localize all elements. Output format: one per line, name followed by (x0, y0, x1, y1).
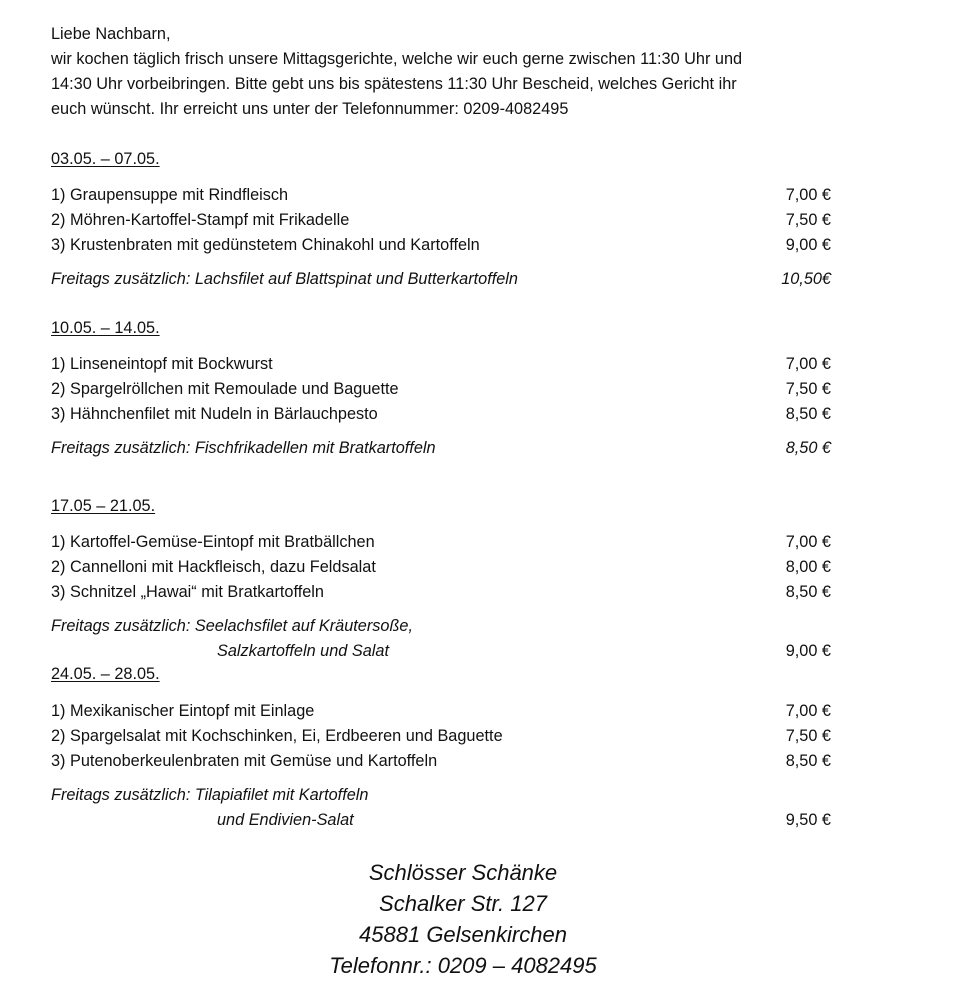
intro-text (51, 22, 881, 122)
dish-name: 2) Spargelröllchen mit Remoulade und Baguette (51, 380, 399, 398)
dish-row (51, 749, 831, 773)
dish-price: 7,00 € (785, 533, 831, 551)
restaurant-street: Schalker Str. 127 (379, 891, 547, 916)
friday-price: 9,50 € (785, 811, 831, 829)
intro-line: euch wünscht. Ihr erreicht uns unter der Telefonnummer: 0209-4082495 (51, 100, 569, 118)
dish-name: 2) Möhren-Kartoffel-Stampf mit Frikadelle (51, 211, 350, 229)
restaurant-phone: Telefonnr.: 0209 – 4082495 (329, 953, 597, 978)
friday-special (51, 436, 831, 460)
dish-row (51, 377, 831, 401)
intro-line: 14:30 Uhr vorbeibringen. Bitte gebt uns bis spätestens 11:30 Uhr Bescheid, welches Gericht ihr (51, 75, 737, 93)
week-title: 24.05. – 28.05. (51, 665, 160, 683)
dish-name: 3) Schnitzel „Hawai“ mit Bratkartoffeln (51, 583, 324, 601)
week-title: 17.05 – 21.05. (51, 497, 156, 515)
dish-row (51, 233, 831, 257)
friday-price: 9,00 € (785, 642, 831, 660)
dish-row (51, 580, 831, 604)
dish-row (51, 724, 831, 748)
dish-row (51, 208, 831, 232)
friday-dish-cont: Salzkartoffeln und Salat (217, 642, 389, 660)
dish-name: 1) Graupensuppe mit Rindfleisch (51, 186, 289, 204)
restaurant-city: 45881 Gelsenkirchen (359, 922, 567, 947)
dish-row (51, 352, 831, 376)
dish-price: 9,00 € (785, 236, 831, 254)
friday-dish: Freitags zusätzlich: Lachsfilet auf Blattspinat und Butterkartoffeln (51, 270, 518, 288)
dish-row (51, 402, 831, 426)
friday-dish-cont: und Endivien-Salat (217, 811, 354, 829)
friday-price: 8,50 € (785, 439, 831, 457)
dish-name: 2) Spargelsalat mit Kochschinken, Ei, Erdbeeren und Baguette (51, 727, 503, 745)
dish-name: 1) Linseneintopf mit Bockwurst (51, 355, 273, 373)
friday-price: 10,50€ (781, 270, 831, 288)
restaurant-address (0, 857, 926, 981)
friday-dish: Freitags zusätzlich: Seelachsfilet auf Kräutersoße, (51, 617, 413, 635)
dish-row (51, 699, 831, 723)
friday-dish: Freitags zusätzlich: Fischfrikadellen mit Bratkartoffeln (51, 439, 436, 457)
dish-name: 1) Kartoffel-Gemüse-Eintopf mit Bratbällchen (51, 533, 375, 551)
dish-price: 7,00 € (785, 702, 831, 720)
dish-price: 7,50 € (785, 211, 831, 229)
dish-row (51, 555, 831, 579)
dish-price: 8,00 € (785, 558, 831, 576)
friday-special (51, 267, 831, 291)
restaurant-name: Schlösser Schänke (368, 860, 558, 885)
dish-price: 7,00 € (785, 355, 831, 373)
dish-row (51, 183, 831, 207)
dish-row (51, 530, 831, 554)
dish-price: 7,00 € (785, 186, 831, 204)
dish-name: 3) Krustenbraten mit gedünstetem Chinakohl und Kartoffeln (51, 236, 480, 254)
dish-price: 8,50 € (785, 405, 831, 423)
week-title: 03.05. – 07.05. (51, 150, 160, 168)
greeting: Liebe Nachbarn, (51, 25, 171, 43)
friday-special (51, 783, 831, 807)
intro-line: wir kochen täglich frisch unsere Mittagsgerichte, welche wir euch gerne zwischen 11:30 Uhr und (51, 50, 743, 68)
dish-name: 3) Hähnchenfilet mit Nudeln in Bärlauchpesto (51, 405, 378, 423)
friday-special-cont (51, 639, 831, 663)
friday-dish: Freitags zusätzlich: Tilapiafilet mit Kartoffeln (51, 786, 369, 804)
dish-price: 8,50 € (785, 583, 831, 601)
dish-name: 1) Mexikanischer Eintopf mit Einlage (51, 702, 315, 720)
dish-price: 7,50 € (785, 380, 831, 398)
week-title: 10.05. – 14.05. (51, 319, 160, 337)
dish-name: 3) Putenoberkeulenbraten mit Gemüse und Kartoffeln (51, 752, 438, 770)
dish-price: 8,50 € (785, 752, 831, 770)
friday-special (51, 614, 831, 638)
dish-name: 2) Cannelloni mit Hackfleisch, dazu Feldsalat (51, 558, 376, 576)
dish-price: 7,50 € (785, 727, 831, 745)
friday-special-cont (51, 808, 831, 832)
